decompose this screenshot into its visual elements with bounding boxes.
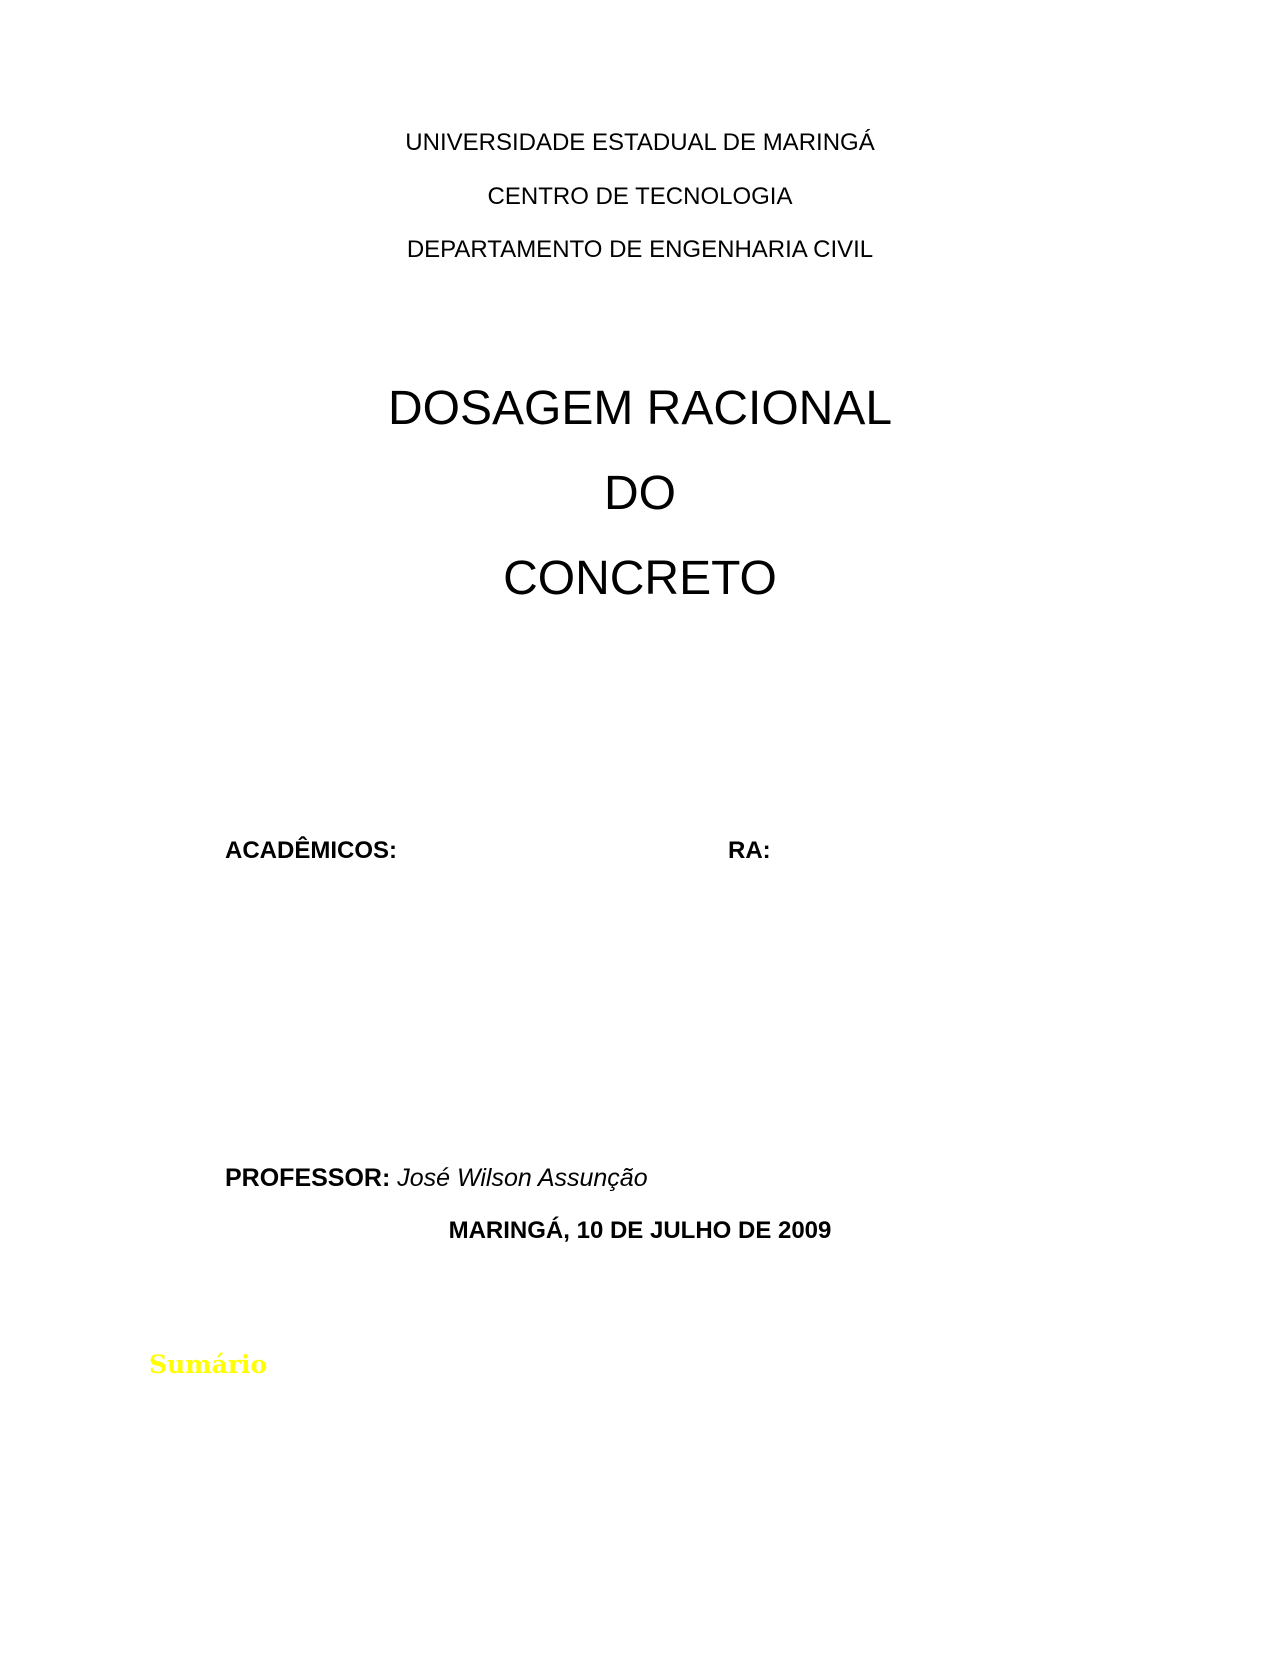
university-name: UNIVERSIDADE ESTADUAL DE MARINGÁ (405, 129, 875, 156)
professor-name: José Wilson Assunção (397, 1164, 648, 1192)
students-label: ACADÊMICOS: (225, 837, 397, 864)
professor-line (225, 1163, 648, 1193)
toc-heading: Sumário (149, 1350, 268, 1379)
center-name: CENTRO DE TECNOLOGIA (487, 183, 793, 210)
department-name: DEPARTAMENTO DE ENGENHARIA CIVIL (406, 236, 874, 263)
title-line-3: CONCRETO (503, 552, 777, 605)
title-line-2: DO (604, 467, 676, 520)
ra-label: RA: (728, 837, 771, 864)
place-date: MARINGÁ, 10 DE JULHO DE 2009 (448, 1217, 832, 1244)
title-line-1: DOSAGEM RACIONAL (387, 382, 893, 435)
professor-label: PROFESSOR: (225, 1164, 391, 1192)
